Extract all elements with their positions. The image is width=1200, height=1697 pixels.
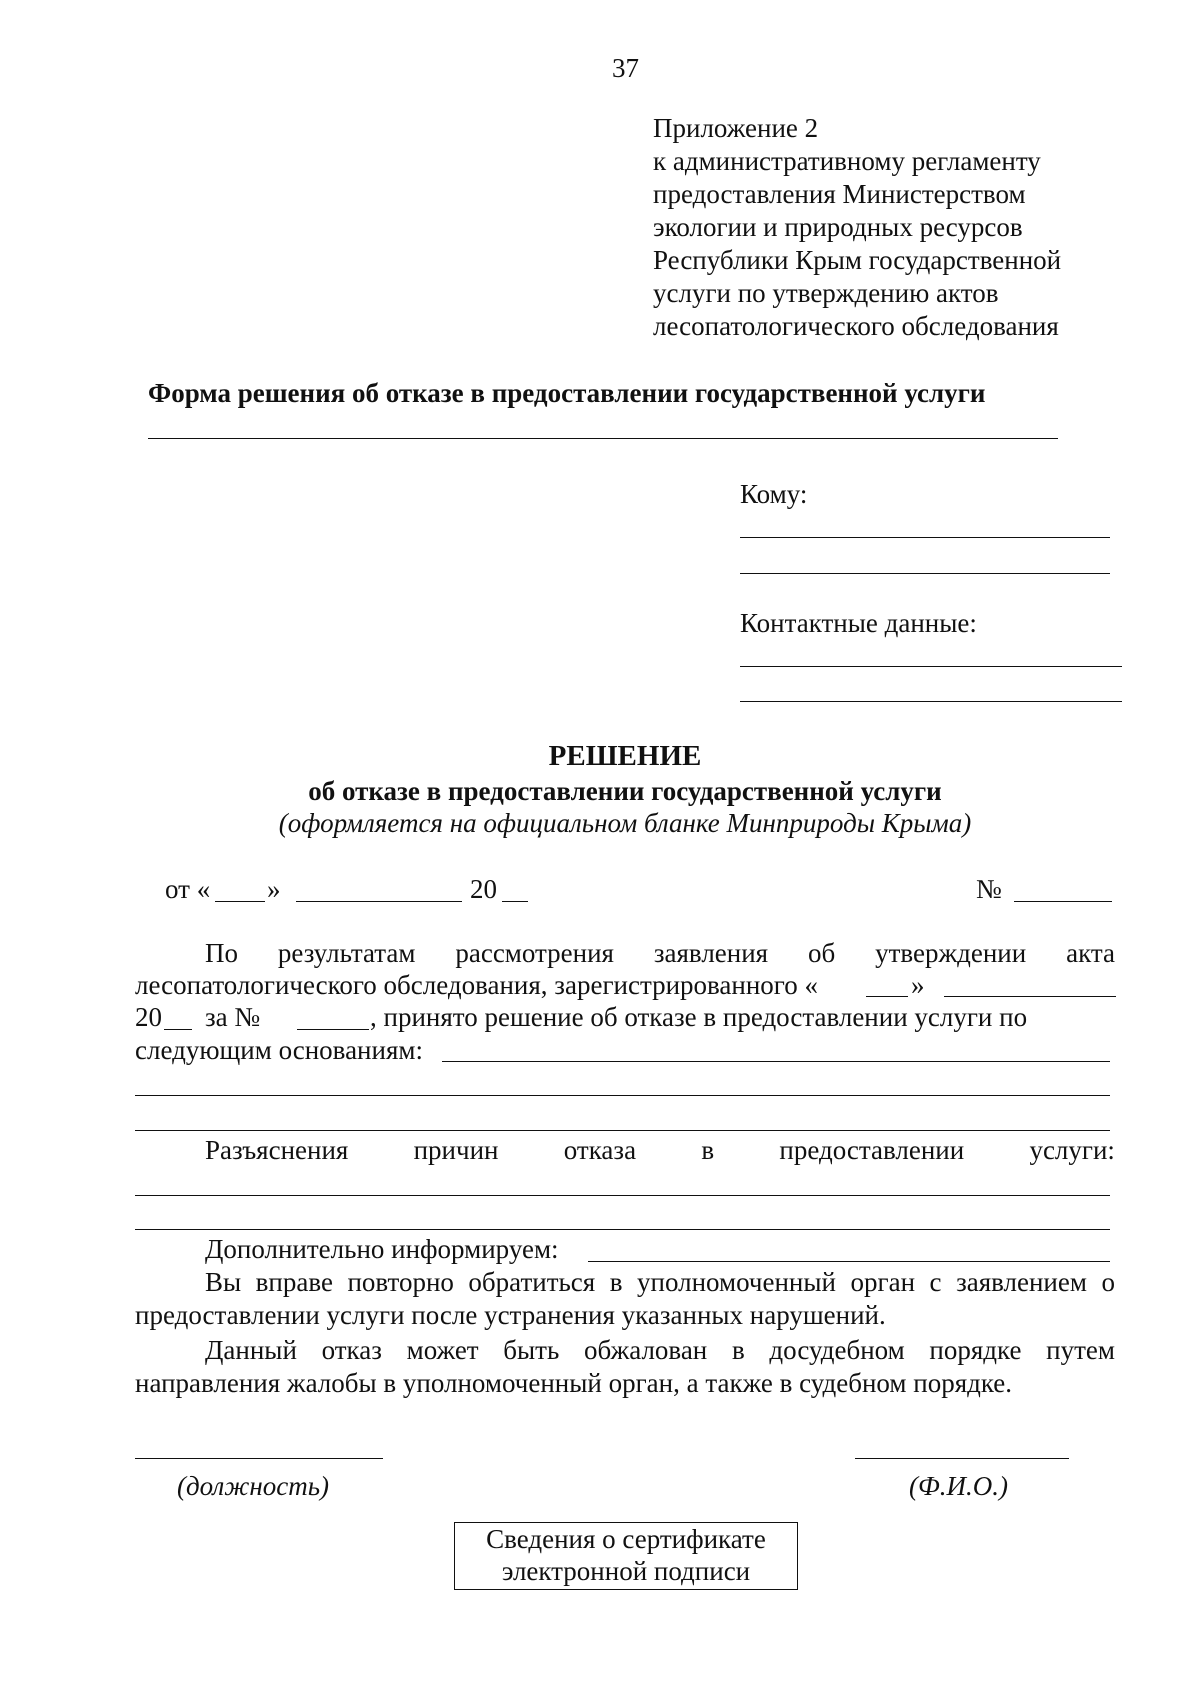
appendix-line: экологии и природных ресурсов	[653, 212, 1023, 242]
certificate-line-1: Сведения о сертификате	[486, 1524, 766, 1554]
paragraph-4-line-1: Вы вправе повторно обратиться в уполномоченный орган с заявлением о	[205, 1267, 1115, 1297]
reg-za-no: за №	[205, 1002, 261, 1032]
word: в	[701, 1135, 715, 1165]
paragraph-5-line-2: направления жалобы в уполномоченный орган, а также в судебном порядке.	[135, 1368, 1013, 1398]
date-day-line	[215, 901, 265, 902]
paragraph-1-line-2: лесопатологического обследования, зарегистрированного «	[135, 970, 818, 1000]
position-signature-line	[135, 1458, 383, 1459]
word: услуги:	[1029, 1135, 1115, 1165]
certificate-line-2: электронной подписи	[501, 1556, 751, 1586]
contacts-label: Контактные данные:	[740, 608, 977, 638]
decision-header	[0, 739, 1200, 773]
page-number: 37	[612, 53, 639, 83]
to-label: Кому:	[740, 479, 808, 509]
decision-subheading: об отказе в предоставлении государственной услуги	[308, 776, 942, 806]
to-line-1	[740, 537, 1110, 538]
date-from: от «	[165, 874, 211, 904]
decision-heading: РЕШЕНИЕ	[548, 740, 702, 772]
appendix-line: лесопатологического обследования	[653, 311, 1059, 341]
paragraph-4-line-2: предоставлении услуги после устранения указанных нарушений.	[135, 1300, 886, 1330]
date-year: 20	[470, 874, 497, 904]
additional-info-line	[588, 1261, 1110, 1262]
appendix-line: предоставления Министерством	[653, 179, 1026, 209]
grounds-line-2	[135, 1095, 1110, 1096]
to-line-2	[740, 573, 1110, 574]
decision-note: (оформляется на официальном бланке Минприроды Крыма)	[278, 808, 972, 838]
reg-year-line	[164, 1029, 192, 1030]
paragraph-1-line-3: , принято решение об отказе в предоставлении услуги по	[370, 1002, 1028, 1032]
appendix-line: Приложение 2	[653, 113, 819, 143]
name-label: (Ф.И.О.)	[909, 1471, 1008, 1501]
word: По	[205, 938, 238, 968]
word: Разъяснения	[205, 1135, 349, 1165]
certificate-box	[454, 1522, 798, 1590]
word: причин	[413, 1135, 499, 1165]
explanation-line-1	[135, 1195, 1110, 1196]
word: отказа	[563, 1135, 637, 1165]
appendix-block	[653, 112, 1061, 343]
reg-day-line	[866, 996, 908, 997]
reg-close-quote: »	[911, 970, 925, 1000]
word: рассмотрения	[455, 938, 614, 968]
reg-number-line	[297, 1029, 369, 1030]
paragraph-2	[205, 1134, 1115, 1166]
appendix-line: к административному регламенту	[653, 146, 1041, 176]
appendix-line: услуги по утверждению актов	[653, 278, 999, 308]
reg-month-line	[944, 996, 1116, 997]
appendix-line: Республики Крым государственной	[653, 245, 1062, 275]
grounds-line-1	[442, 1061, 1110, 1062]
word: результатам	[277, 938, 416, 968]
word: об	[807, 938, 836, 968]
title-underline	[148, 438, 1058, 439]
name-signature-line	[855, 1458, 1069, 1459]
explanation-line-2	[135, 1229, 1110, 1230]
date-year-line	[502, 901, 528, 902]
date-month-line	[296, 901, 462, 902]
date-close-quote: »	[267, 874, 281, 904]
grounds-line-3	[135, 1130, 1110, 1131]
word: заявления	[653, 938, 769, 968]
number-line	[1014, 901, 1112, 902]
word: утверждении	[875, 938, 1027, 968]
position-label: (должность)	[177, 1471, 330, 1501]
paragraph-1-line-1	[205, 937, 1115, 969]
number-sign: №	[976, 874, 1002, 904]
word: предоставлении	[779, 1135, 965, 1165]
paragraph-5-line-1: Данный отказ может быть обжалован в досудебном порядке путем	[205, 1335, 1115, 1365]
contacts-line-1	[740, 666, 1122, 667]
paragraph-3: Дополнительно информируем:	[205, 1234, 559, 1264]
contacts-line-2	[740, 701, 1122, 702]
form-title: Форма решения об отказе в предоставлении государственной услуги	[148, 378, 986, 408]
word: акта	[1066, 938, 1115, 968]
reg-year: 20	[135, 1002, 162, 1032]
paragraph-1-line-4: следующим основаниям:	[135, 1035, 423, 1065]
